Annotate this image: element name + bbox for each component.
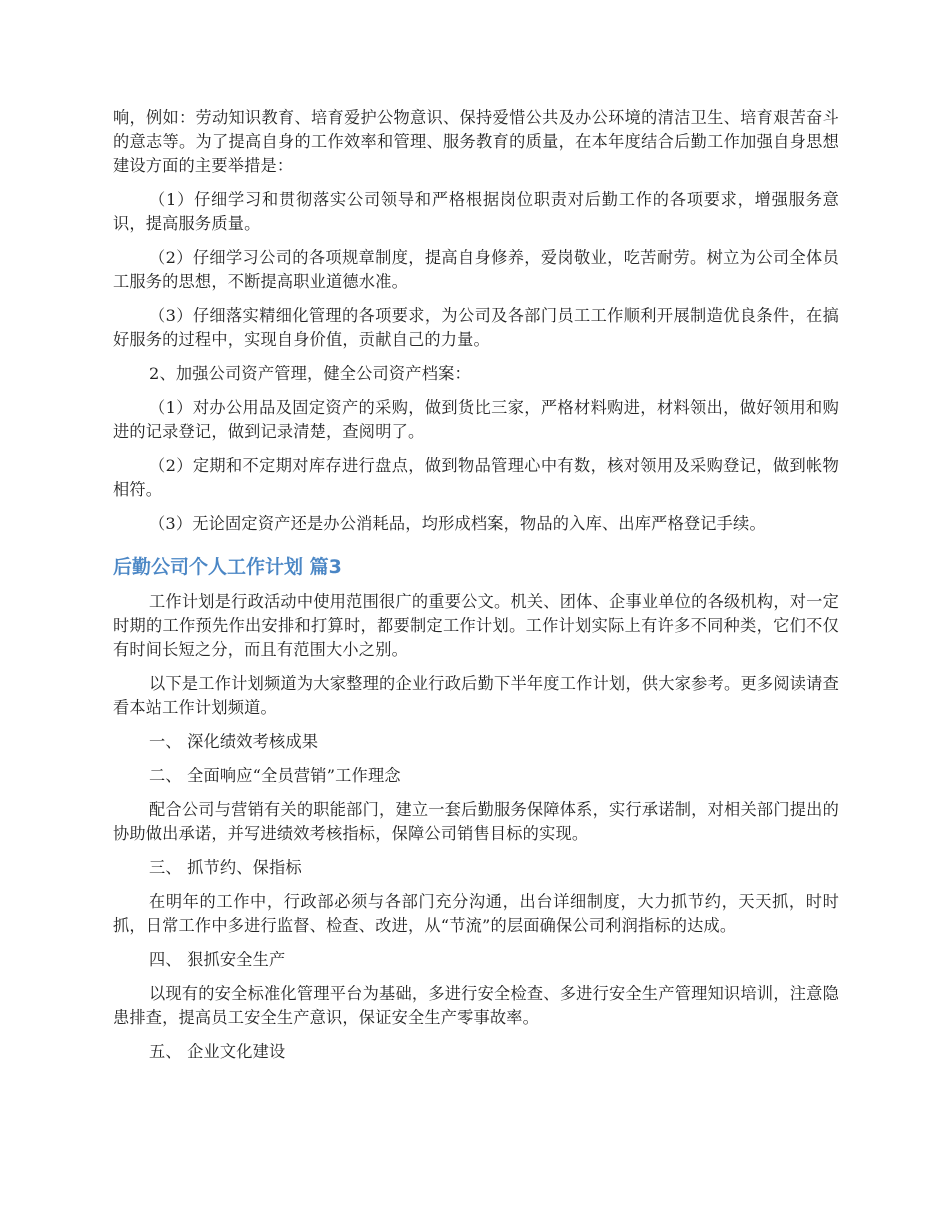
paragraph-item-1: （1）仔细学习和贯彻落实公司领导和严格根据岗位职责对后勤工作的各项要求，增强服务意识，提高服务质量。 [113, 190, 839, 233]
paragraph-asset-item-3: （3）无论固定资产还是办公消耗品，均形成档案，物品的入库、出库严格登记手续。 [149, 514, 766, 533]
list-heading-3: 三、 抓节约、保指标 [149, 858, 302, 877]
list-heading-4: 四、 狠抓安全生产 [149, 950, 286, 969]
document-page [113, 106, 839, 1064]
list-heading-2: 二、 全面响应“全员营销”工作理念 [149, 766, 401, 785]
paragraph-item-2: （2）仔细学习公司的各项规章制度，提高自身修养，爱岗敬业，吃苦耐劳。树立为公司全体员工服务的思想，不断提高职业道德水准。 [113, 248, 839, 291]
paragraph-savings: 在明年的工作中，行政部必须与各部门充分沟通，出台详细制度，大力抓节约，天天抓，时时抓，日常工作中多进行监督、检查、改进，从“节流”的层面确保公司利润指标的达成。 [113, 892, 839, 935]
paragraph-reference: 以下是工作计划频道为大家整理的企业行政后勤下半年度工作计划，供大家参考。更多阅读请查看本站工作计划频道。 [113, 674, 839, 717]
paragraph-item-3: （3）仔细落实精细化管理的各项要求，为公司及各部门员工工作顺利开展制造优良条件，在搞好服务的过程中，实现自身价值，贡献自己的力量。 [113, 306, 839, 349]
section-heading: 后勤公司个人工作计划 篇3 [113, 556, 342, 578]
paragraph-asset-item-2: （2）定期和不定期对库存进行盘点，做到物品管理心中有数，核对领用及采购登记，做到帐物相符。 [113, 456, 839, 499]
paragraph-asset-item-1: （1）对办公用品及固定资产的采购，做到货比三家，严格材料购进，材料领出，做好领用和购进的记录登记，做到记录清楚，查阅明了。 [113, 398, 839, 441]
paragraph-intro: 工作计划是行政活动中使用范围很广的重要公文。机关、团体、企事业单位的各级机构，对一定时期的工作预先作出安排和打算时，都要制定工作计划。工作计划实际上有许多不同种类，它们不仅有时间长短之分，而且有范围大小之别。 [113, 592, 839, 659]
list-heading-5: 五、 企业文化建设 [149, 1042, 286, 1061]
list-heading-1: 一、 深化绩效考核成果 [149, 732, 319, 751]
paragraph-continuation: 响，例如：劳动知识教育、培育爱护公物意识、保持爱惜公共及办公环境的清洁卫生、培育艰苦奋斗的意志等。为了提高自身的工作效率和管理、服务教育的质量，在本年度结合后勤工作加强自身思想建设方面的主要举措是： [113, 108, 839, 175]
paragraph-marketing: 配合公司与营销有关的职能部门，建立一套后勤服务保障体系，实行承诺制，对相关部门提出的协助做出承诺，并写进绩效考核指标，保障公司销售目标的实现。 [113, 800, 839, 843]
paragraph-asset-management: 2、加强公司资产管理，健全公司资产档案： [149, 364, 471, 383]
paragraph-safety: 以现有的安全标准化管理平台为基础，多进行安全检查、多进行安全生产管理知识培训，注意隐患排查，提高员工安全生产意识，保证安全生产零事故率。 [113, 984, 839, 1027]
